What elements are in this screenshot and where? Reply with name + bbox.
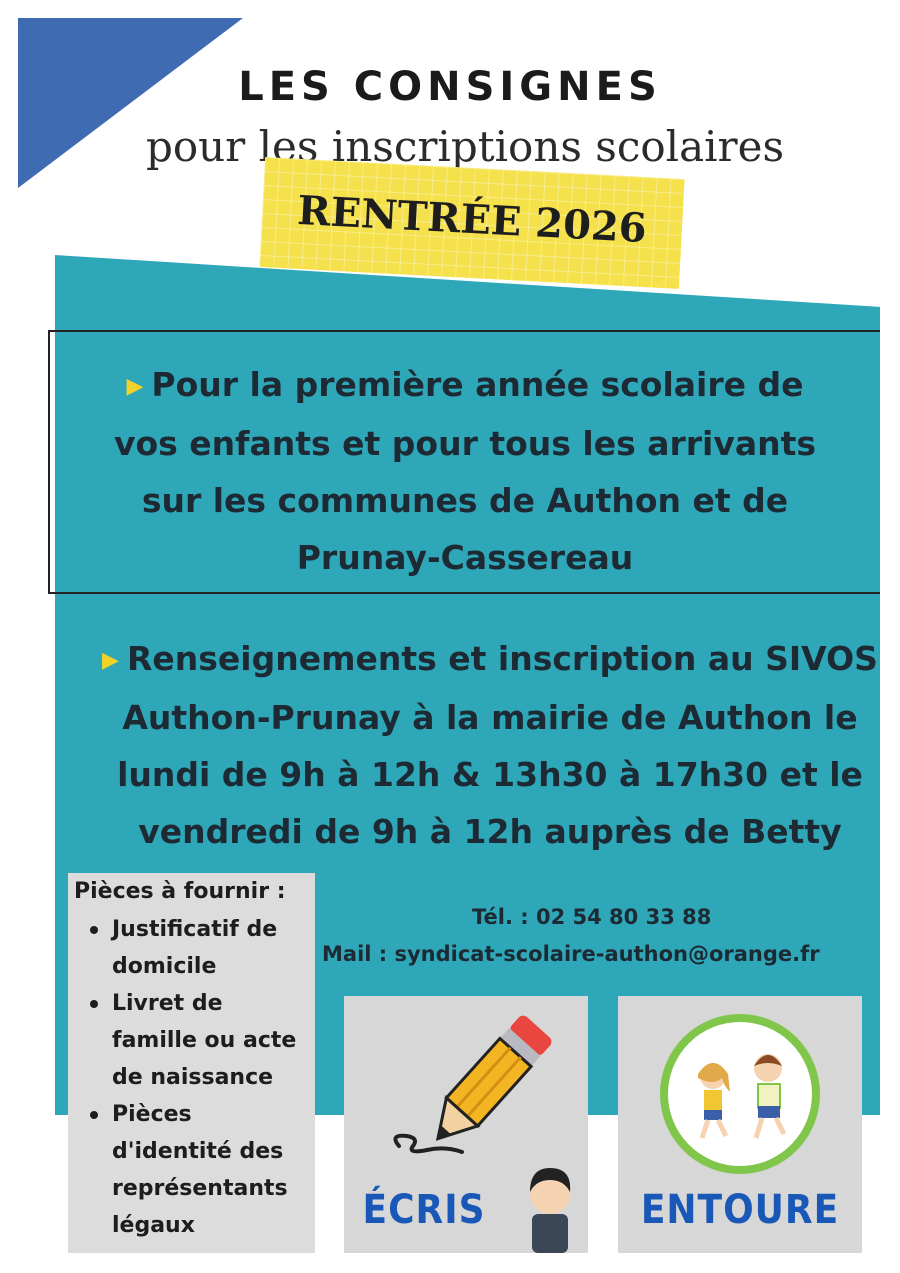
entoure-label: ENTOURE <box>640 1187 840 1233</box>
entoure-card <box>618 996 862 1253</box>
ecris-label: ÉCRIS <box>362 1187 486 1233</box>
phone-number: Tél. : 02 54 80 33 88 <box>472 905 712 929</box>
section1-line: Prunay-Cassereau <box>296 538 634 577</box>
section1-line: Pour la première année scolaire de <box>151 365 804 404</box>
arrow-icon: ▶ <box>102 648 119 673</box>
section2-line: lundi de 9h à 12h & 13h30 à 17h30 et le <box>117 755 863 794</box>
ecris-card <box>344 996 588 1253</box>
section1-text <box>70 356 860 586</box>
section2-line: Renseignements et inscription au SIVOS <box>126 639 878 678</box>
email-address: Mail : syndicat-scolaire-authon@orange.fr <box>322 942 820 966</box>
rentree-label: RENTRÉE 2026 <box>296 186 648 253</box>
documents-title: Pièces à fournir : <box>74 879 286 904</box>
section1-line: vos enfants et pour tous les arrivants <box>113 424 817 463</box>
list-item: Justificatif de domicile <box>112 911 315 985</box>
section2-text <box>60 630 900 860</box>
arrow-icon: ▶ <box>126 374 144 399</box>
section1-line: sur les communes de Authon et de <box>141 481 789 520</box>
section2-line: vendredi de 9h à 12h auprès de Betty <box>138 812 842 851</box>
section2-line: Authon-Prunay à la mairie de Authon le <box>122 698 858 737</box>
boy-avatar-icon <box>530 1168 570 1253</box>
documents-box <box>68 873 315 1253</box>
page-subtitle: pour les inscriptions scolaires <box>145 122 785 171</box>
list-item: Livret de famille ou acte de naissance <box>112 985 315 1096</box>
page-title: LES CONSIGNES <box>238 64 662 110</box>
list-item: Pièces d'identité des représentants légaux <box>112 1096 315 1244</box>
documents-list <box>74 911 315 1244</box>
